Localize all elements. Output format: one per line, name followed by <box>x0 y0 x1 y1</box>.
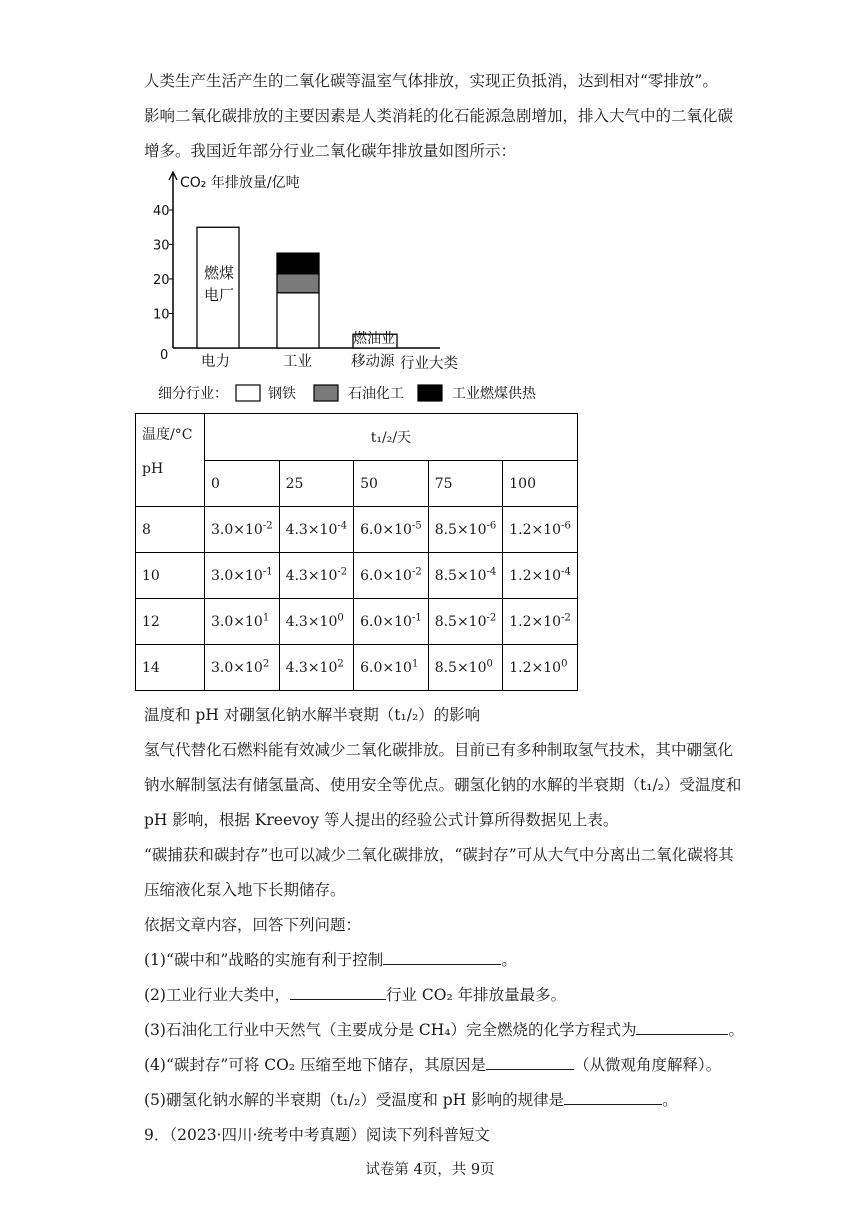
bar-inner-label: 燃煤 <box>204 264 235 282</box>
bar-segment <box>277 293 319 348</box>
answer-blank[interactable] <box>636 1020 728 1035</box>
question-4 <box>144 1055 721 1075</box>
y-tick-label: 0 <box>160 348 169 363</box>
corner-ph-label: pH <box>142 461 164 477</box>
category-label: 工业 <box>283 354 312 370</box>
y-tick-label: 30 <box>153 238 170 254</box>
question-3-text: (3)石油化工行业中天然气（主要成分是 CH₄）完全燃烧的化学方程式为 <box>144 1021 637 1039</box>
bar-inner-label: 燃油业 <box>353 331 395 347</box>
paragraph-line: pH 影响，根据 Kreevoy 等人提出的经验公式计算所得数据见上表。 <box>144 811 619 829</box>
legend-label: 石油化工 <box>348 386 404 402</box>
ph-cell: 10 <box>136 553 205 599</box>
co2-emission-chart <box>140 168 570 408</box>
question-5 <box>144 1090 678 1110</box>
answer-blank[interactable] <box>564 1090 662 1105</box>
question-4-text: (4)“碳封存”可将 CO₂ 压缩至地下储存，其原因是 <box>144 1056 486 1074</box>
half-life-cell: $4.3\times 10^{-4}$ <box>279 507 354 553</box>
half-life-cell: $4.3\times 10^2$ <box>279 645 354 691</box>
temperature-header-cell: 100 <box>503 461 578 507</box>
paragraph-line: 钠水解制氢法有储氢量高、使用安全等优点。硼氢化钠的水解的半衰期（t₁/₂）受温度和 <box>144 776 742 794</box>
question-2 <box>144 985 566 1005</box>
corner-temp-label: 温度/°C <box>142 427 193 443</box>
paragraph-line: 增多。我国近年部分行业二氧化碳年排放量如图所示： <box>144 142 517 160</box>
legend-swatch <box>236 385 260 401</box>
bar-segment <box>277 253 319 274</box>
half-life-cell: $4.3\times 10^{-2}$ <box>279 553 354 599</box>
question-5-text: (5)硼氢化钠水解的半衰期（t₁/₂）受温度和 pH 影响的规律是 <box>144 1091 565 1109</box>
half-life-cell: $6.0\times 10^{-1}$ <box>354 599 429 645</box>
half-life-cell: $8.5\times 10^{-4}$ <box>428 553 503 599</box>
table-row <box>136 599 578 645</box>
question-1 <box>144 950 517 970</box>
question-3-end: 。 <box>728 1021 744 1039</box>
table-corner-cell <box>136 414 205 507</box>
table-row <box>136 553 578 599</box>
category-label: 电力 <box>201 354 230 370</box>
ph-cell: 12 <box>136 599 205 645</box>
half-life-cell: $8.5\times 10^{-6}$ <box>428 507 503 553</box>
question-1-text: (1)“碳中和”战略的实施有利于控制 <box>144 951 384 969</box>
legend-swatch <box>314 385 338 401</box>
half-life-cell: $3.0\times 10^1$ <box>205 599 280 645</box>
paragraph-line: 氢气代替化石燃料能有效减少二氧化碳排放。目前已有多种制取氢气技术，其中硼氢化 <box>144 741 734 759</box>
ph-cell: 14 <box>136 645 205 691</box>
half-life-cell: $3.0\times 10^{-1}$ <box>205 553 280 599</box>
table-row <box>136 645 578 691</box>
y-tick-label: 40 <box>153 204 170 219</box>
half-life-cell: $3.0\times 10^2$ <box>205 645 280 691</box>
half-life-cell: $6.0\times 10^{-5}$ <box>354 507 429 553</box>
half-life-cell: $8.5\times 10^{-2}$ <box>428 599 503 645</box>
half-life-cell: $6.0\times 10^{-2}$ <box>354 553 429 599</box>
answer-blank[interactable] <box>486 1055 574 1070</box>
half-life-cell: $1.2\times 10^0$ <box>503 645 578 691</box>
paragraph-line: 依据文章内容，回答下列问题： <box>144 916 362 934</box>
legend-label: 钢铁 <box>268 386 296 402</box>
bar-segment <box>277 274 319 293</box>
bar-inner-label: 电厂 <box>204 286 235 304</box>
half-life-cell: $1.2\times 10^{-6}$ <box>503 507 578 553</box>
answer-blank[interactable] <box>290 985 386 1000</box>
page-footer: 试卷第 4页，共 9页 <box>365 1162 495 1178</box>
half-life-cell: $1.2\times 10^{-4}$ <box>503 553 578 599</box>
half-life-cell: $1.2\times 10^{-2}$ <box>503 599 578 645</box>
y-tick-label: 20 <box>153 273 170 288</box>
temperature-header-cell: 0 <box>205 461 280 507</box>
question-2-end: 行业 CO₂ 年排放量最多。 <box>385 986 567 1004</box>
paragraph-line: 影响二氧化碳排放的主要因素是人类消耗的化石能源急剧增加，排入大气中的二氧化碳 <box>144 107 734 125</box>
answer-blank[interactable] <box>383 950 501 965</box>
table-row <box>136 507 578 553</box>
legend-swatch <box>418 385 442 401</box>
half-life-table <box>135 413 578 691</box>
question-5-end: 。 <box>662 1091 678 1109</box>
ph-cell: 8 <box>136 507 205 553</box>
legend-title: 细分行业： <box>158 386 228 402</box>
x-axis-label: 行业大类 <box>400 356 458 372</box>
half-life-cell: $3.0\times 10^{-2}$ <box>205 507 280 553</box>
legend-label: 工业燃煤供热 <box>452 386 536 402</box>
question-1-end: 。 <box>501 951 517 969</box>
paragraph-line: 压缩液化泵入地下长期储存。 <box>144 881 346 899</box>
half-life-cell: $4.3\times 10^0$ <box>279 599 354 645</box>
half-life-header: t₁/₂/天 <box>205 414 578 461</box>
question-3 <box>144 1020 744 1040</box>
paragraph-line: “碳捕获和碳封存”也可以减少二氧化碳排放，“碳封存”可从大气中分离出二氧化碳将其 <box>144 846 734 864</box>
table-caption: 温度和 pH 对硼氢化钠水解半衰期（t₁/₂）的影响 <box>144 706 481 724</box>
paragraph-line: 人类生产生活产生的二氧化碳等温室气体排放，实现正负抵消，达到相对“零排放”。 <box>144 72 718 90</box>
category-label: 移动源 <box>351 354 395 370</box>
question-2-text: (2)工业行业大类中， <box>144 986 290 1004</box>
temperature-header-cell: 25 <box>279 461 354 507</box>
temperature-header-cell: 50 <box>354 461 429 507</box>
temperature-header-cell: 75 <box>428 461 503 507</box>
question-4-end: （从微观角度解释）。 <box>573 1056 722 1074</box>
y-tick-label: 10 <box>153 307 170 323</box>
half-life-cell: $8.5\times 10^0$ <box>428 645 503 691</box>
half-life-cell: $6.0\times 10^1$ <box>354 645 429 691</box>
question-9-heading: 9．（2023·四川·统考中考真题）阅读下列科普短文 <box>144 1126 490 1144</box>
y-axis-label: CO₂ 年排放量/亿吨 <box>180 175 300 191</box>
